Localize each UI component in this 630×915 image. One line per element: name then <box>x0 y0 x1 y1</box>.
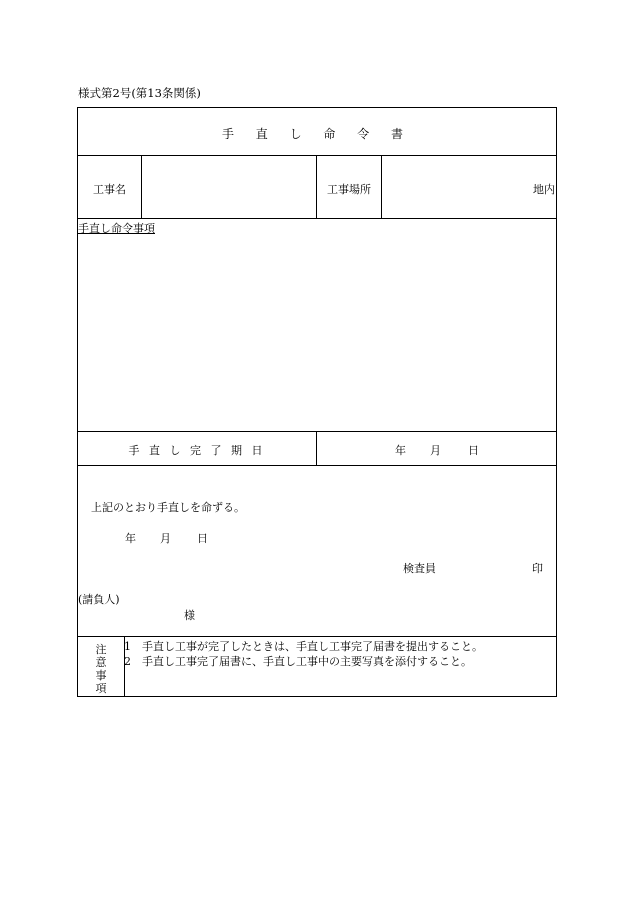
correction-items-label: 手直し命令事項 <box>78 222 155 235</box>
table-border-top <box>77 107 557 108</box>
note-number: 2 <box>124 655 131 668</box>
table-divider <box>381 155 382 219</box>
order-statement: 上記のとおり手直しを命ずる。 <box>91 501 245 514</box>
notes-heading <box>78 643 124 695</box>
completion-deadline-label: 手 直 し 完 了 期 日 <box>128 444 266 457</box>
deadline-year: 年 <box>395 444 406 457</box>
table-border-bottom <box>77 696 557 697</box>
note-number: 1 <box>124 640 131 653</box>
work-name-label: 工事名 <box>93 183 126 196</box>
table-divider <box>141 155 142 219</box>
note-item <box>124 638 483 654</box>
deadline-day: 日 <box>468 444 479 457</box>
notes-heading-char: 注 <box>95 643 107 656</box>
contractor-label: (請負人) <box>78 593 120 606</box>
notes-heading-char: 意 <box>95 656 107 669</box>
issue-year: 年 <box>125 532 136 545</box>
note-text: 手直し工事が完了したときは、手直し工事完了届書を提出すること。 <box>142 640 483 653</box>
inspector-label: 検査員 <box>403 562 436 575</box>
note-item <box>124 653 472 669</box>
table-divider <box>77 155 557 156</box>
work-location-label: 工事場所 <box>327 183 371 196</box>
table-border-right <box>556 107 557 697</box>
honorific-sama: 様 <box>184 609 195 622</box>
issue-month: 月 <box>160 532 171 545</box>
table-divider <box>77 218 557 219</box>
note-text: 手直し工事完了届書に、手直し工事中の主要写真を添付すること。 <box>142 655 472 668</box>
seal-mark: 印 <box>532 562 543 575</box>
correction-items-field[interactable] <box>82 238 552 426</box>
notes-heading-char: 項 <box>95 682 107 695</box>
work-location-suffix: 地内 <box>533 183 555 196</box>
notes-heading-char: 事 <box>95 669 107 682</box>
form-title: 手 直 し 命 令 書 <box>221 127 413 141</box>
deadline-month: 月 <box>430 444 441 457</box>
table-divider <box>316 431 317 466</box>
issue-day: 日 <box>197 532 208 545</box>
table-divider <box>77 465 557 466</box>
table-divider <box>77 636 557 637</box>
table-divider <box>77 431 557 432</box>
form-number: 様式第2号(第13条関係) <box>78 86 201 100</box>
